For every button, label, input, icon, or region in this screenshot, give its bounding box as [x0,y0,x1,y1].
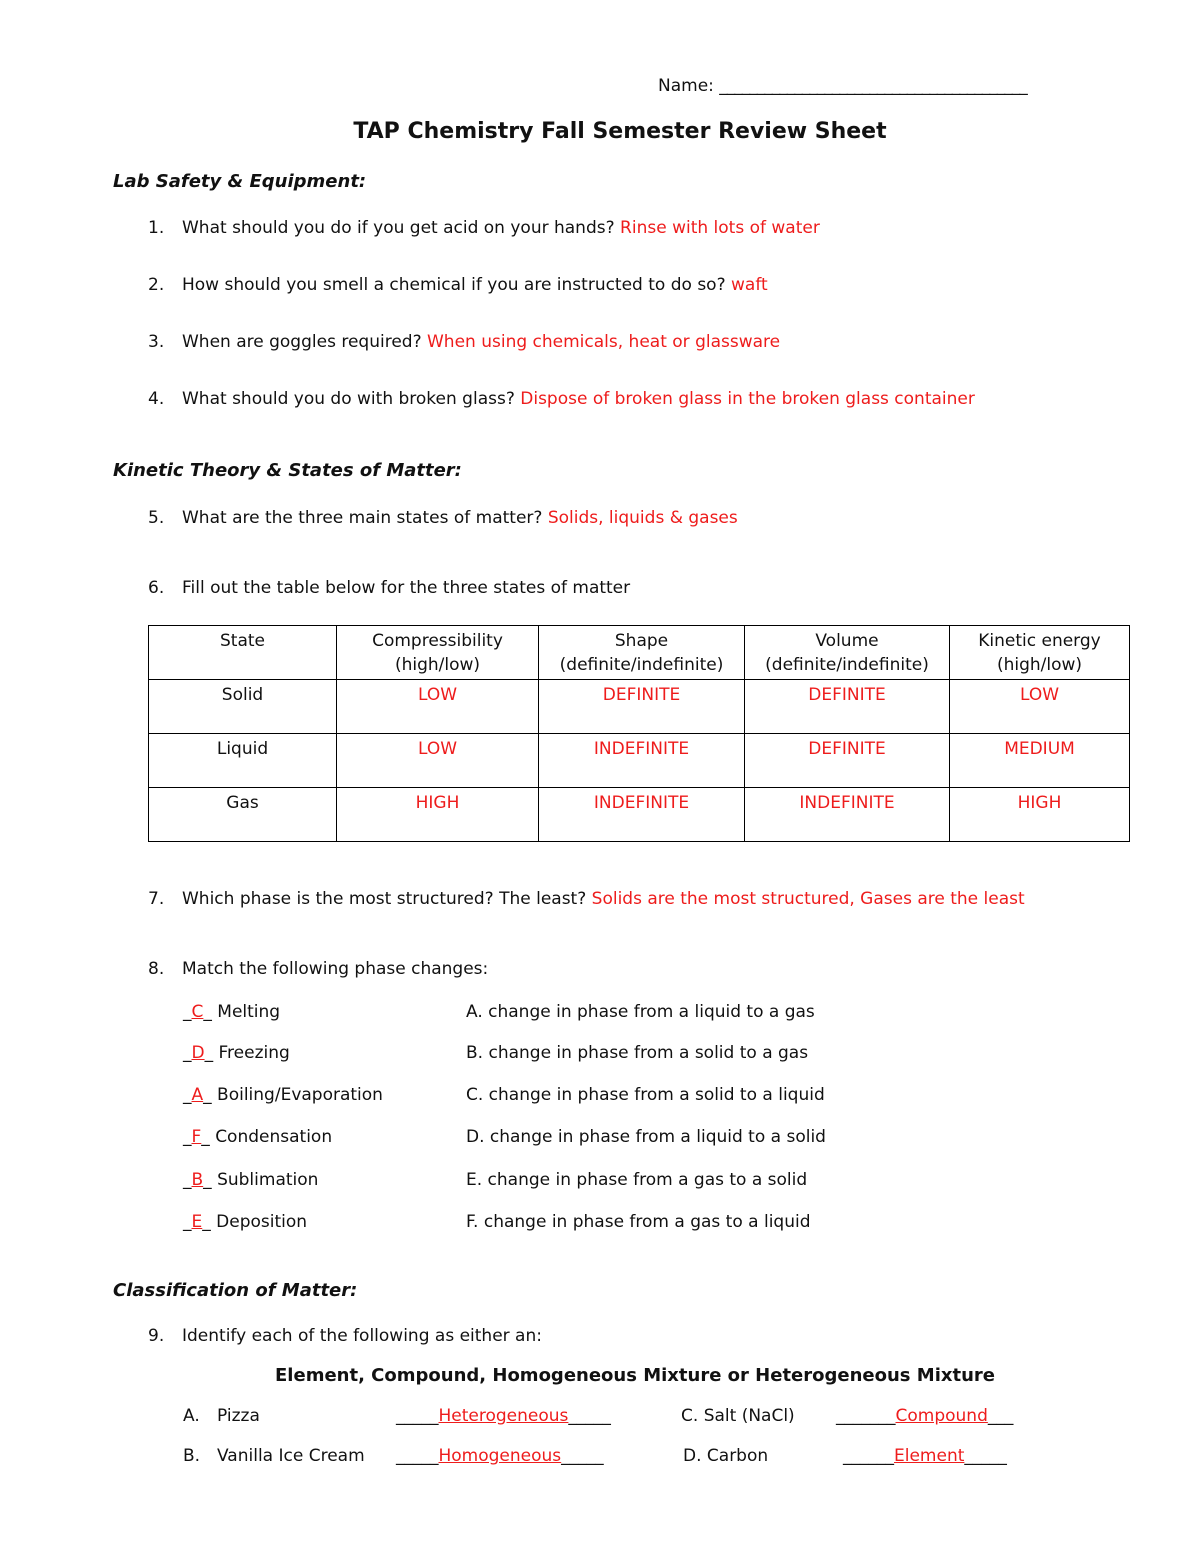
classify-answer: _____Heterogeneous_____ [396,1406,611,1426]
question-number: 7. [148,889,165,909]
table-row [149,788,1130,842]
cell-kinetic-energy: LOW [950,680,1130,734]
match-answer: B [191,1170,204,1190]
states-table [148,625,1130,842]
classification-options: Element, Compound, Homogeneous Mixture or Heterogeneous Mixture [275,1365,995,1386]
header-state: State [149,626,337,680]
classify-answer: ______Element_____ [843,1446,1007,1466]
classify-label: Pizza [217,1406,260,1426]
question-1 [148,218,820,238]
match-definition: D. change in phase from a liquid to a solid [466,1127,826,1147]
match-answer: E [191,1212,203,1232]
question-text: When are goggles required? [182,332,422,352]
question-text: What should you do with broken glass? [182,389,515,409]
match-definition: E. change in phase from a gas to a solid [466,1170,808,1190]
match-item: _A_ Boiling/Evaporation [183,1085,383,1105]
match-term: Boiling/Evaporation [217,1085,383,1105]
cell-compressibility: LOW [337,680,539,734]
question-text: Fill out the table below for the three states of matter [182,578,631,598]
cell-volume: DEFINITE [745,734,950,788]
section-kinetic-theory: Kinetic Theory & States of Matter: [113,460,462,481]
page-title: TAP Chemistry Fall Semester Review Sheet [353,119,887,144]
section-classification: Classification of Matter: [113,1280,358,1301]
question-7 [148,889,1025,909]
classify-item: C. Salt (NaCl) [681,1406,795,1426]
classify-label: Carbon [706,1446,769,1466]
match-definition: F. change in phase from a gas to a liquid [466,1212,811,1232]
question-number: 6. [148,578,165,598]
cell-volume: DEFINITE [745,680,950,734]
classify-label: Vanilla Ice Cream [217,1446,365,1466]
cell-kinetic-energy: MEDIUM [950,734,1130,788]
classify-answer: _______Compound___ [836,1406,1014,1426]
cell-state: Gas [149,788,337,842]
classify-label: Salt (NaCl) [703,1406,795,1426]
match-answer: F [191,1127,202,1147]
match-definition: B. change in phase from a solid to a gas [466,1043,809,1063]
name-label: Name: [658,76,714,96]
question-text: Match the following phase changes: [182,959,489,979]
table-row [149,680,1130,734]
cell-state: Solid [149,680,337,734]
table-header-row [149,626,1130,680]
match-answer: C [191,1002,204,1022]
answer-text: Solids, liquids & gases [547,508,738,528]
header-kinetic-energy: Kinetic energy (high/low) [950,626,1130,680]
match-answer: A [191,1085,204,1105]
question-text: How should you smell a chemical if you are instructed to do so? [182,275,726,295]
cell-kinetic-energy: HIGH [950,788,1130,842]
question-text: Which phase is the most structured? The least? [182,889,587,909]
name-line: _________________________________________ [719,76,1027,96]
question-2 [148,275,768,295]
classify-item: B. Vanilla Ice Cream [183,1446,365,1466]
question-number: 9. [148,1326,165,1346]
match-answer: D [191,1043,205,1063]
header-shape: Shape (definite/indefinite) [539,626,745,680]
question-number: 4. [148,389,165,409]
match-term: Melting [217,1002,281,1022]
match-item: _C_ Melting [183,1002,281,1022]
question-text: What should you do if you get acid on your hands? [182,218,615,238]
question-6 [148,578,630,598]
match-definition: C. change in phase from a solid to a liquid [466,1085,825,1105]
cell-volume: INDEFINITE [745,788,950,842]
cell-shape: INDEFINITE [539,788,745,842]
match-term: Condensation [215,1127,333,1147]
header-volume: Volume (definite/indefinite) [745,626,950,680]
question-text: What are the three main states of matter? [182,508,543,528]
table-row [149,734,1130,788]
cell-compressibility: HIGH [337,788,539,842]
answer-text: Solids are the most structured, Gases are the least [591,889,1025,909]
answer-text: When using chemicals, heat or glassware [427,332,781,352]
classify-answer: _____Homogeneous_____ [396,1446,604,1466]
question-4 [148,389,975,409]
match-term: Freezing [218,1043,290,1063]
name-field [658,76,1027,96]
cell-state: Liquid [149,734,337,788]
answer-text: waft [731,275,768,295]
match-item: _B_ Sublimation [183,1170,319,1190]
question-number: 2. [148,275,165,295]
cell-shape: DEFINITE [539,680,745,734]
question-number: 8. [148,959,165,979]
match-item: _E_ Deposition [183,1212,308,1232]
question-number: 1. [148,218,165,238]
match-term: Deposition [216,1212,308,1232]
question-9 [148,1326,542,1346]
answer-text: Dispose of broken glass in the broken glass container [520,389,975,409]
section-lab-safety: Lab Safety & Equipment: [113,171,367,192]
classify-item: A. Pizza [183,1406,260,1426]
match-item: _F_ Condensation [183,1127,333,1147]
match-item: _D_ Freezing [183,1043,290,1063]
question-8 [148,959,488,979]
match-definition: A. change in phase from a liquid to a gas [466,1002,815,1022]
question-3 [148,332,780,352]
classify-item: D. Carbon [683,1446,769,1466]
question-text: Identify each of the following as either an: [182,1326,542,1346]
cell-compressibility: LOW [337,734,539,788]
question-number: 5. [148,508,165,528]
cell-shape: INDEFINITE [539,734,745,788]
question-5 [148,508,738,528]
match-term: Sublimation [217,1170,319,1190]
question-number: 3. [148,332,165,352]
header-compressibility: Compressibility (high/low) [337,626,539,680]
answer-text: Rinse with lots of water [620,218,820,238]
